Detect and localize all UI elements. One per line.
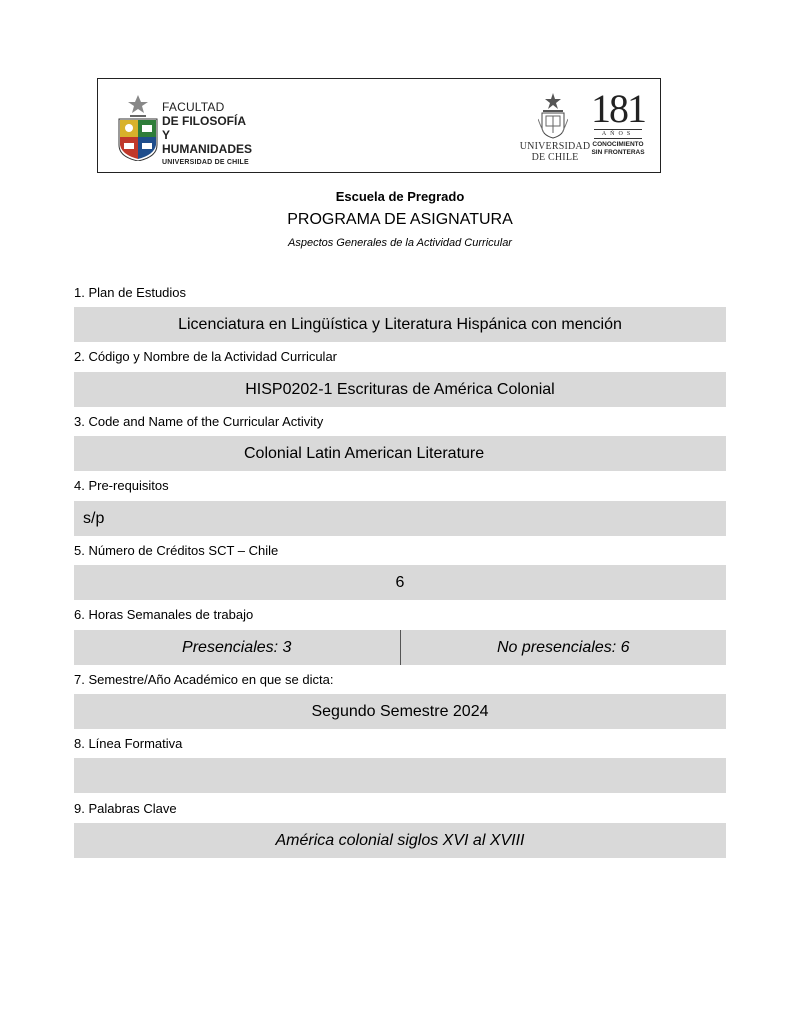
anniversary-logo	[588, 86, 648, 165]
horas-presenciales: Presenciales: 3	[74, 630, 401, 665]
linea-label: 8. Línea Formativa	[74, 736, 183, 751]
plan-value: Licenciatura en Lingüística y Literatura Hispánica con mención	[74, 307, 726, 342]
university-logo	[518, 93, 592, 165]
faculty-logo-text	[162, 100, 258, 168]
university-logo-line2: DE CHILE	[531, 152, 579, 163]
semestre-value: Segundo Semestre 2024	[74, 694, 726, 729]
anniversary-motto-line2: SIN FRONTERAS	[591, 149, 645, 156]
faculty-logo	[118, 95, 258, 166]
faculty-logo-line3: Y HUMANIDADES	[162, 128, 252, 156]
prereq-label: 4. Pre-requisitos	[74, 478, 169, 493]
creditos-label: 5. Número de Créditos SCT – Chile	[74, 543, 279, 558]
semestre-label: 7. Semestre/Año Académico en que se dicta:	[74, 672, 334, 687]
plan-label: 1. Plan de Estudios	[74, 285, 187, 300]
creditos-value: 6	[74, 565, 726, 600]
university-logo-line1: UNIVERSIDAD	[519, 141, 591, 152]
linea-value	[74, 758, 726, 793]
code-en-value: Colonial Latin American Literature	[74, 436, 726, 471]
horas-no-presenciales: No presenciales: 6	[496, 638, 630, 656]
prereq-value: s/p	[74, 501, 726, 536]
codigo-value: HISP0202-1 Escrituras de América Colonial	[74, 372, 726, 407]
university-crest-icon	[538, 93, 568, 139]
horas-label: 6. Horas Semanales de trabajo	[74, 607, 254, 622]
anniversary-motto-line1: CONOCIMIENTO	[592, 141, 644, 148]
faculty-logo-line1: FACULTAD	[162, 100, 225, 114]
horas-row	[74, 630, 726, 665]
program-subtitle: Aspectos Generales de la Actividad Curricular	[288, 237, 512, 249]
school-title: Escuela de Pregrado	[335, 189, 465, 204]
university-logo-text	[518, 141, 592, 163]
anniversary-years: AÑOS	[594, 129, 642, 139]
program-title: PROGRAMA DE ASIGNATURA	[287, 211, 513, 228]
faculty-logo-line2: DE FILOSOFÍA	[162, 114, 246, 128]
code-en-label: 3. Code and Name of the Curricular Activity	[74, 414, 324, 429]
codigo-label: 2. Código y Nombre de la Actividad Curricular	[74, 349, 338, 364]
palabras-label: 9. Palabras Clave	[74, 801, 177, 816]
palabras-value: América colonial siglos XVI al XVIII	[74, 823, 726, 858]
faculty-shield-icon	[118, 95, 158, 161]
anniversary-number: 181	[591, 86, 645, 131]
faculty-logo-line4: UNIVERSIDAD DE CHILE	[162, 159, 249, 166]
header-logos-box	[97, 78, 661, 173]
